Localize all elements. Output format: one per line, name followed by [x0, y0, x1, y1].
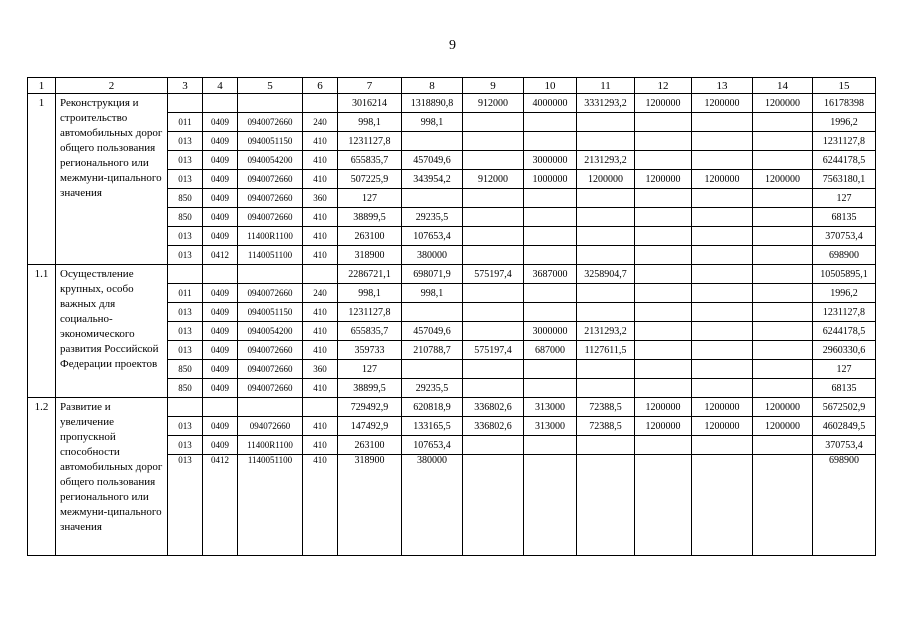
value-cell [577, 284, 635, 303]
value-cell [463, 189, 524, 208]
value-cell [635, 379, 692, 398]
value-cell [753, 151, 813, 170]
value-cell: 729492,9 [338, 398, 402, 417]
value-cell [753, 227, 813, 246]
value-cell: 380000 [402, 455, 463, 556]
value-cell: 263100 [338, 227, 402, 246]
code-cell: 410 [303, 379, 338, 398]
value-cell: 1318890,8 [402, 94, 463, 113]
value-cell: 655835,7 [338, 151, 402, 170]
value-cell [692, 303, 753, 322]
code-cell: 013 [168, 322, 203, 341]
code-cell [238, 94, 303, 113]
value-cell [463, 455, 524, 556]
value-cell [524, 208, 577, 227]
code-cell: 013 [168, 455, 203, 556]
value-cell [692, 132, 753, 151]
value-cell: 38899,5 [338, 379, 402, 398]
value-cell: 6244178,5 [813, 151, 876, 170]
code-cell: 410 [303, 417, 338, 436]
value-cell [402, 189, 463, 208]
budget-table [27, 77, 876, 556]
code-cell: 410 [303, 151, 338, 170]
value-cell [463, 436, 524, 455]
code-cell [168, 265, 203, 284]
value-cell [692, 189, 753, 208]
value-cell: 1231127,8 [338, 132, 402, 151]
code-cell: 0409 [203, 303, 238, 322]
code-cell: 410 [303, 322, 338, 341]
value-cell [753, 189, 813, 208]
value-cell: 3331293,2 [577, 94, 635, 113]
value-cell: 10505895,1 [813, 265, 876, 284]
code-cell: 360 [303, 189, 338, 208]
value-cell [524, 246, 577, 265]
value-cell [635, 208, 692, 227]
value-cell [577, 360, 635, 379]
value-cell [577, 132, 635, 151]
code-cell: 410 [303, 208, 338, 227]
value-cell [753, 436, 813, 455]
code-cell: 013 [168, 417, 203, 436]
value-cell: 912000 [463, 94, 524, 113]
value-cell: 3258904,7 [577, 265, 635, 284]
code-cell: 410 [303, 341, 338, 360]
code-cell [303, 94, 338, 113]
value-cell [753, 341, 813, 360]
code-cell [168, 94, 203, 113]
code-cell: 013 [168, 341, 203, 360]
value-cell [753, 303, 813, 322]
code-cell: 013 [168, 170, 203, 189]
value-cell [692, 151, 753, 170]
value-cell [402, 303, 463, 322]
header-cell: 14 [753, 78, 813, 94]
header-cell: 4 [203, 78, 238, 94]
value-cell: 16178398 [813, 94, 876, 113]
value-cell [524, 113, 577, 132]
code-cell: 0940054200 [238, 322, 303, 341]
value-cell: 336802,6 [463, 417, 524, 436]
value-cell [524, 379, 577, 398]
code-cell: 0409 [203, 436, 238, 455]
value-cell: 210788,7 [402, 341, 463, 360]
header-cell: 11 [577, 78, 635, 94]
header-cell: 2 [56, 78, 168, 94]
value-cell: 1200000 [753, 170, 813, 189]
value-cell: 263100 [338, 436, 402, 455]
header-cell: 6 [303, 78, 338, 94]
section-name: Осуществление крупных, особо важных для социально-экономического развития Российской Федерации проектов [56, 265, 168, 398]
code-cell [203, 94, 238, 113]
value-cell: 1200000 [577, 170, 635, 189]
value-cell [463, 284, 524, 303]
code-cell: 0940072660 [238, 284, 303, 303]
section-total-row [28, 265, 876, 284]
value-cell: 318900 [338, 455, 402, 556]
code-cell [303, 398, 338, 417]
value-cell: 3016214 [338, 94, 402, 113]
code-cell: 850 [168, 379, 203, 398]
value-cell [635, 113, 692, 132]
section-name: Реконструкция и строительство автомобильных дорог общего пользования регионального или межмуни-ципального значения [56, 94, 168, 265]
value-cell [692, 227, 753, 246]
value-cell [753, 246, 813, 265]
section-number: 1.2 [28, 398, 56, 556]
value-cell: 1200000 [635, 170, 692, 189]
section-number: 1 [28, 94, 56, 265]
value-cell: 1000000 [524, 170, 577, 189]
value-cell [463, 379, 524, 398]
code-cell: 850 [168, 189, 203, 208]
code-cell: 011 [168, 113, 203, 132]
value-cell [753, 455, 813, 556]
code-cell [203, 398, 238, 417]
value-cell: 1200000 [692, 170, 753, 189]
value-cell: 127 [338, 189, 402, 208]
value-cell [753, 265, 813, 284]
value-cell [577, 189, 635, 208]
code-cell: 011 [168, 284, 203, 303]
value-cell: 1231127,8 [813, 303, 876, 322]
value-cell [524, 360, 577, 379]
value-cell [692, 208, 753, 227]
value-cell: 1200000 [692, 94, 753, 113]
value-cell: 687000 [524, 341, 577, 360]
code-cell: 0940072660 [238, 379, 303, 398]
value-cell: 359733 [338, 341, 402, 360]
value-cell [524, 227, 577, 246]
value-cell [635, 341, 692, 360]
value-cell: 1200000 [635, 94, 692, 113]
value-cell [463, 360, 524, 379]
value-cell: 1127611,5 [577, 341, 635, 360]
value-cell: 2131293,2 [577, 151, 635, 170]
value-cell [577, 379, 635, 398]
code-cell: 1140051100 [238, 455, 303, 556]
value-cell [692, 455, 753, 556]
value-cell: 998,1 [402, 113, 463, 132]
header-cell: 15 [813, 78, 876, 94]
value-cell [524, 132, 577, 151]
value-cell: 1200000 [753, 417, 813, 436]
code-cell [168, 398, 203, 417]
code-cell: 410 [303, 170, 338, 189]
code-cell: 850 [168, 360, 203, 379]
value-cell: 1200000 [753, 94, 813, 113]
value-cell [692, 265, 753, 284]
code-cell: 0409 [203, 360, 238, 379]
value-cell [692, 341, 753, 360]
value-cell: 998,1 [338, 284, 402, 303]
code-cell: 0409 [203, 379, 238, 398]
header-cell: 1 [28, 78, 56, 94]
value-cell [753, 284, 813, 303]
code-cell: 850 [168, 208, 203, 227]
value-cell: 698900 [813, 455, 876, 556]
code-cell: 013 [168, 246, 203, 265]
value-cell [577, 246, 635, 265]
value-cell [463, 303, 524, 322]
header-cell: 12 [635, 78, 692, 94]
value-cell: 4000000 [524, 94, 577, 113]
value-cell: 107653,4 [402, 436, 463, 455]
value-cell: 4602849,5 [813, 417, 876, 436]
header-cell: 10 [524, 78, 577, 94]
value-cell [635, 436, 692, 455]
code-cell: 410 [303, 227, 338, 246]
value-cell [577, 227, 635, 246]
header-cell: 8 [402, 78, 463, 94]
code-cell: 0409 [203, 227, 238, 246]
code-cell: 240 [303, 113, 338, 132]
code-cell: 013 [168, 132, 203, 151]
code-cell: 410 [303, 246, 338, 265]
code-cell: 0940072660 [238, 360, 303, 379]
value-cell [463, 132, 524, 151]
value-cell [753, 113, 813, 132]
section-number: 1.1 [28, 265, 56, 398]
value-cell [524, 303, 577, 322]
value-cell: 127 [338, 360, 402, 379]
value-cell [577, 113, 635, 132]
value-cell [463, 246, 524, 265]
value-cell: 912000 [463, 170, 524, 189]
code-cell: 0412 [203, 455, 238, 556]
code-cell: 0409 [203, 113, 238, 132]
value-cell: 655835,7 [338, 322, 402, 341]
page-number: 9 [449, 38, 456, 53]
value-cell: 147492,9 [338, 417, 402, 436]
value-cell: 72388,5 [577, 398, 635, 417]
value-cell [753, 132, 813, 151]
value-cell: 1231127,8 [338, 303, 402, 322]
value-cell [635, 303, 692, 322]
code-cell: 0940072660 [238, 189, 303, 208]
code-cell [303, 265, 338, 284]
code-cell: 0409 [203, 170, 238, 189]
value-cell: 68135 [813, 379, 876, 398]
value-cell [635, 265, 692, 284]
value-cell: 313000 [524, 398, 577, 417]
header-cell: 3 [168, 78, 203, 94]
value-cell: 575197,4 [463, 265, 524, 284]
value-cell: 29235,5 [402, 208, 463, 227]
value-cell [753, 360, 813, 379]
header-cell: 9 [463, 78, 524, 94]
value-cell: 1200000 [635, 417, 692, 436]
value-cell [753, 208, 813, 227]
value-cell [635, 132, 692, 151]
value-cell [402, 132, 463, 151]
value-cell [402, 360, 463, 379]
value-cell: 38899,5 [338, 208, 402, 227]
value-cell [577, 436, 635, 455]
value-cell [635, 284, 692, 303]
code-cell: 013 [168, 436, 203, 455]
value-cell [635, 455, 692, 556]
value-cell [635, 189, 692, 208]
value-cell: 7563180,1 [813, 170, 876, 189]
code-cell: 0409 [203, 322, 238, 341]
value-cell [524, 284, 577, 303]
code-cell [238, 398, 303, 417]
value-cell: 1996,2 [813, 113, 876, 132]
value-cell: 3687000 [524, 265, 577, 284]
section-total-row [28, 94, 876, 113]
code-cell: 0409 [203, 417, 238, 436]
code-cell: 0409 [203, 189, 238, 208]
code-cell: 410 [303, 132, 338, 151]
value-cell [692, 246, 753, 265]
value-cell [635, 227, 692, 246]
header-cell: 5 [238, 78, 303, 94]
value-cell: 3000000 [524, 151, 577, 170]
code-cell [238, 265, 303, 284]
value-cell [463, 227, 524, 246]
value-cell [692, 379, 753, 398]
value-cell: 29235,5 [402, 379, 463, 398]
value-cell [577, 455, 635, 556]
code-cell: 0412 [203, 246, 238, 265]
value-cell: 72388,5 [577, 417, 635, 436]
value-cell: 68135 [813, 208, 876, 227]
code-cell: 360 [303, 360, 338, 379]
value-cell [635, 151, 692, 170]
header-cell: 13 [692, 78, 753, 94]
value-cell: 620818,9 [402, 398, 463, 417]
value-cell: 313000 [524, 417, 577, 436]
code-cell: 0940072660 [238, 170, 303, 189]
value-cell: 343954,2 [402, 170, 463, 189]
code-cell: 240 [303, 284, 338, 303]
value-cell: 133165,5 [402, 417, 463, 436]
code-cell: 0409 [203, 284, 238, 303]
value-cell [524, 455, 577, 556]
value-cell: 336802,6 [463, 398, 524, 417]
code-cell: 0409 [203, 208, 238, 227]
section-name: Развитие и увеличение пропускной способности автомобильных дорог общего пользования регионального или межмуни-ципального значения [56, 398, 168, 556]
value-cell: 507225,9 [338, 170, 402, 189]
value-cell [577, 208, 635, 227]
value-cell [577, 303, 635, 322]
value-cell [463, 113, 524, 132]
value-cell [692, 436, 753, 455]
code-cell: 094072660 [238, 417, 303, 436]
value-cell [753, 322, 813, 341]
header-row [28, 78, 876, 94]
code-cell: 410 [303, 436, 338, 455]
code-cell: 0940051150 [238, 132, 303, 151]
code-cell: 0940072660 [238, 341, 303, 360]
code-cell: 013 [168, 151, 203, 170]
value-cell [635, 360, 692, 379]
code-cell: 0940072660 [238, 208, 303, 227]
value-cell [692, 284, 753, 303]
value-cell [692, 360, 753, 379]
code-cell [203, 265, 238, 284]
value-cell [463, 208, 524, 227]
code-cell: 410 [303, 303, 338, 322]
code-cell: 013 [168, 227, 203, 246]
header-cell: 7 [338, 78, 402, 94]
value-cell: 370753,4 [813, 227, 876, 246]
value-cell: 380000 [402, 246, 463, 265]
value-cell: 370753,4 [813, 436, 876, 455]
value-cell: 2960330,6 [813, 341, 876, 360]
value-cell: 998,1 [402, 284, 463, 303]
value-cell: 457049,6 [402, 322, 463, 341]
value-cell [635, 246, 692, 265]
value-cell: 107653,4 [402, 227, 463, 246]
value-cell: 2286721,1 [338, 265, 402, 284]
value-cell: 318900 [338, 246, 402, 265]
code-cell: 0940054200 [238, 151, 303, 170]
value-cell: 1200000 [635, 398, 692, 417]
code-cell: 0409 [203, 341, 238, 360]
code-cell: 0409 [203, 132, 238, 151]
code-cell: 410 [303, 455, 338, 556]
value-cell: 998,1 [338, 113, 402, 132]
value-cell [463, 151, 524, 170]
value-cell: 698071,9 [402, 265, 463, 284]
value-cell: 1200000 [692, 398, 753, 417]
value-cell [753, 379, 813, 398]
value-cell: 1996,2 [813, 284, 876, 303]
code-cell: 1140051100 [238, 246, 303, 265]
value-cell [463, 322, 524, 341]
value-cell [635, 322, 692, 341]
code-cell: 013 [168, 303, 203, 322]
value-cell: 1200000 [753, 398, 813, 417]
code-cell: 0409 [203, 151, 238, 170]
value-cell: 2131293,2 [577, 322, 635, 341]
value-cell: 127 [813, 189, 876, 208]
code-cell: 0940051150 [238, 303, 303, 322]
value-cell: 127 [813, 360, 876, 379]
value-cell [692, 322, 753, 341]
value-cell: 6244178,5 [813, 322, 876, 341]
value-cell: 1200000 [692, 417, 753, 436]
value-cell [692, 113, 753, 132]
value-cell [524, 436, 577, 455]
value-cell: 698900 [813, 246, 876, 265]
section-total-row [28, 398, 876, 417]
value-cell: 457049,6 [402, 151, 463, 170]
code-cell: 11400R1100 [238, 436, 303, 455]
code-cell: 11400R1100 [238, 227, 303, 246]
value-cell: 3000000 [524, 322, 577, 341]
value-cell: 1231127,8 [813, 132, 876, 151]
value-cell: 575197,4 [463, 341, 524, 360]
value-cell: 5672502,9 [813, 398, 876, 417]
value-cell [524, 189, 577, 208]
code-cell: 0940072660 [238, 113, 303, 132]
